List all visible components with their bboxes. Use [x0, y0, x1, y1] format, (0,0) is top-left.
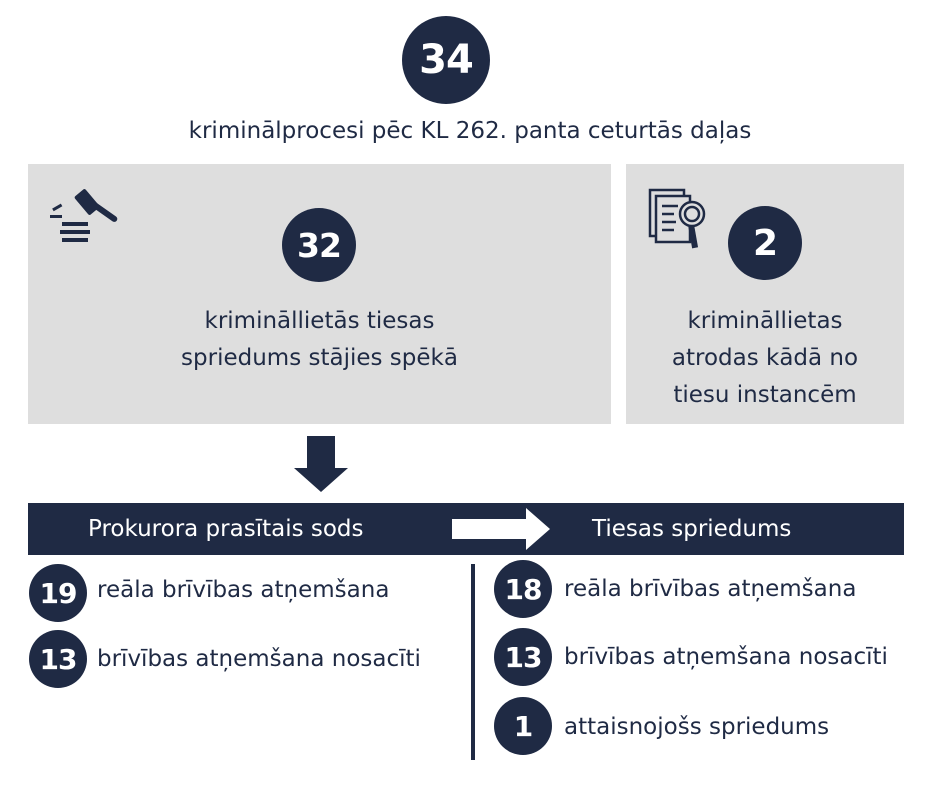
prosecutor-sentence-label: Prokurora prasītais sods [88, 516, 364, 542]
column-divider [471, 564, 475, 760]
prosecutor-conditional-imprisonment-label: brīvības atņemšana nosacīti [97, 646, 421, 672]
court-conditional-imprisonment-label: brīvības atņemšana nosacīti [564, 644, 888, 670]
court-conditional-imprisonment-badge: 13 [494, 628, 552, 686]
pending-cases-line-3: tiesu instancēm [673, 382, 857, 408]
pending-cases-count-badge: 2 [728, 206, 802, 280]
pending-cases-line-2: atrodas kādā no [671, 345, 859, 371]
court-real-imprisonment-badge: 18 [494, 560, 552, 618]
arrow-down-icon [294, 436, 348, 492]
header-title: kriminālprocesi pēc KL 262. panta ceturtās daļas [188, 118, 752, 144]
court-acquittal-label: attaisnojošs spriedums [564, 714, 830, 740]
final-judgment-count-badge: 32 [282, 208, 356, 282]
prosecutor-conditional-imprisonment-badge: 13 [29, 630, 87, 688]
arrow-right-icon [452, 508, 550, 550]
prosecutor-real-imprisonment-label: reāla brīvības atņemšana [97, 577, 390, 603]
pending-cases-line-1: krimināllietas [687, 308, 843, 334]
court-acquittal-badge: 1 [494, 697, 552, 755]
final-judgment-line-1: krimināllietās tiesas [204, 308, 435, 334]
document-magnifier-icon [644, 184, 716, 254]
final-judgment-line-2: spriedums stājies spēkā [181, 345, 458, 371]
pending-cases-text [626, 303, 904, 414]
court-judgment-label: Tiesas spriedums [592, 516, 792, 542]
prosecutor-real-imprisonment-badge: 19 [29, 564, 87, 622]
court-real-imprisonment-label: reāla brīvības atņemšana [564, 576, 857, 602]
total-count-badge: 34 [402, 16, 490, 104]
final-judgment-text [28, 303, 611, 377]
gavel-icon [48, 186, 128, 254]
